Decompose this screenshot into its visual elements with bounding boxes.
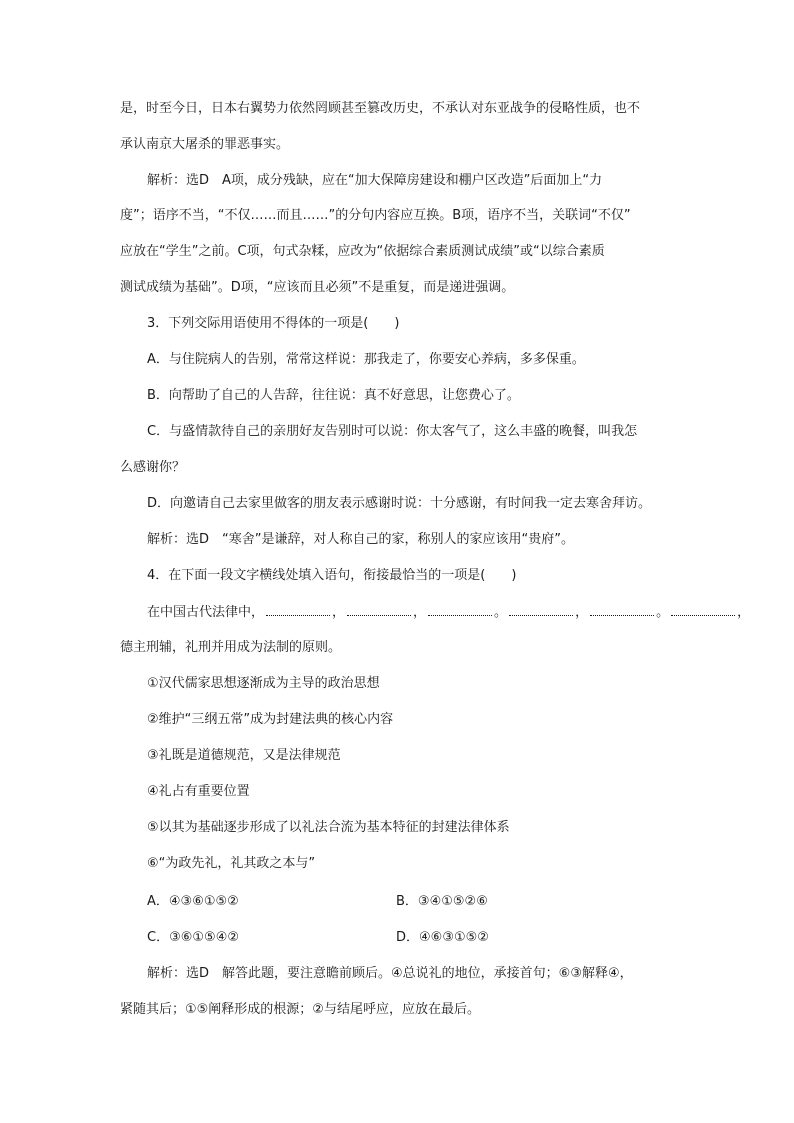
item-2: ②维护“三纲五常”成为封建法典的核心内容 (147, 712, 394, 727)
option-d: D．向邀请自己去家里做客的朋友表示感谢时说：十分感谢，有时间我一定去寒舍拜访。 (147, 496, 652, 511)
blank (428, 603, 492, 616)
text-line: 紧随其后；①⑤阐释形成的根源；②与结尾呼应，应放在最后。 (120, 1002, 480, 1017)
punct: 。 (494, 605, 508, 620)
text-line: 么感谢你？ (120, 460, 186, 475)
blank (671, 603, 735, 616)
text-line: 应放在“学生”之前。C项，句式杂糅，应改为“依据综合素质测试成绩”或“以综合素质 (120, 244, 605, 259)
punct: ， (332, 605, 346, 620)
text-line: 度”；语序不当，“不仅……而且……”的分句内容应互换。B项，语序不当，关联词“不仅” (120, 208, 631, 223)
punct: 。 (656, 605, 670, 620)
item-1: ①汉代儒家思想逐渐成为主导的政治思想 (147, 676, 380, 691)
text-line: 是，时至今日，日本右翼势力依然罔顾甚至篡改历史，不承认对东亚战争的侵略性质，也不 (120, 101, 641, 116)
analysis-line: 解析：选D “寒舍”是谦辞，对人称自己的家，称别人的家应该用“贵府”。 (147, 532, 574, 547)
blank-intro: 在中国古代法律中， (147, 605, 265, 620)
item-4: ④礼占有重要位置 (147, 784, 250, 799)
blank (347, 603, 411, 616)
punct: ， (413, 605, 427, 620)
fill-blank-line (147, 603, 751, 622)
choice-d: D．④⑥③①⑤② (396, 930, 489, 945)
item-3: ③礼既是道德规范，又是法律规范 (147, 748, 341, 763)
question-4-stem: 4．在下面一段文字横线处填入语句，衔接最恰当的一项是( ) (147, 568, 517, 583)
blank (266, 603, 330, 616)
item-6: ⑥“为政先礼，礼其政之本与” (147, 856, 316, 871)
text-line: 测试成绩为基础”。D项，“应该而且必须”不是重复，而是递进强调。 (120, 280, 515, 295)
analysis-line: 解析：选D A项，成分残缺，应在“加大保障房建设和棚户区改造”后面加上“力 (147, 173, 603, 188)
question-3-stem: 3．下列交际用语使用不得体的一项是( ) (147, 316, 400, 331)
choice-b: B．③④①⑤②⑥ (396, 894, 488, 909)
blank (590, 603, 654, 616)
option-c: C．与盛情款待自己的亲朋好友告别时可以说：你太客气了，这么丰盛的晚餐，叫我怎 (147, 424, 638, 439)
choice-a: A．④③⑥①⑤② (147, 894, 239, 909)
blank (509, 603, 573, 616)
choice-c: C．③⑥①⑤④② (147, 930, 240, 945)
text-line: 德主刑辅，礼刑并用成为法制的原则。 (120, 640, 342, 655)
punct: ， (737, 605, 751, 620)
option-a: A．与住院病人的告别，常常这样说：那我走了，你要安心养病，多多保重。 (147, 352, 585, 367)
text-line: 承认南京大屠杀的罪恶事实。 (120, 137, 290, 152)
option-b: B．向帮助了自己的人告辞，往往说：真不好意思，让您费心了。 (147, 388, 520, 403)
item-5: ⑤以其为基础逐步形成了以礼法合流为基本特征的封建法律体系 (147, 820, 510, 835)
analysis-line: 解析：选D 解答此题，要注意瞻前顾后。④总说礼的地位，承接首句；⑥③解释④， (147, 966, 633, 981)
punct: ， (575, 605, 589, 620)
